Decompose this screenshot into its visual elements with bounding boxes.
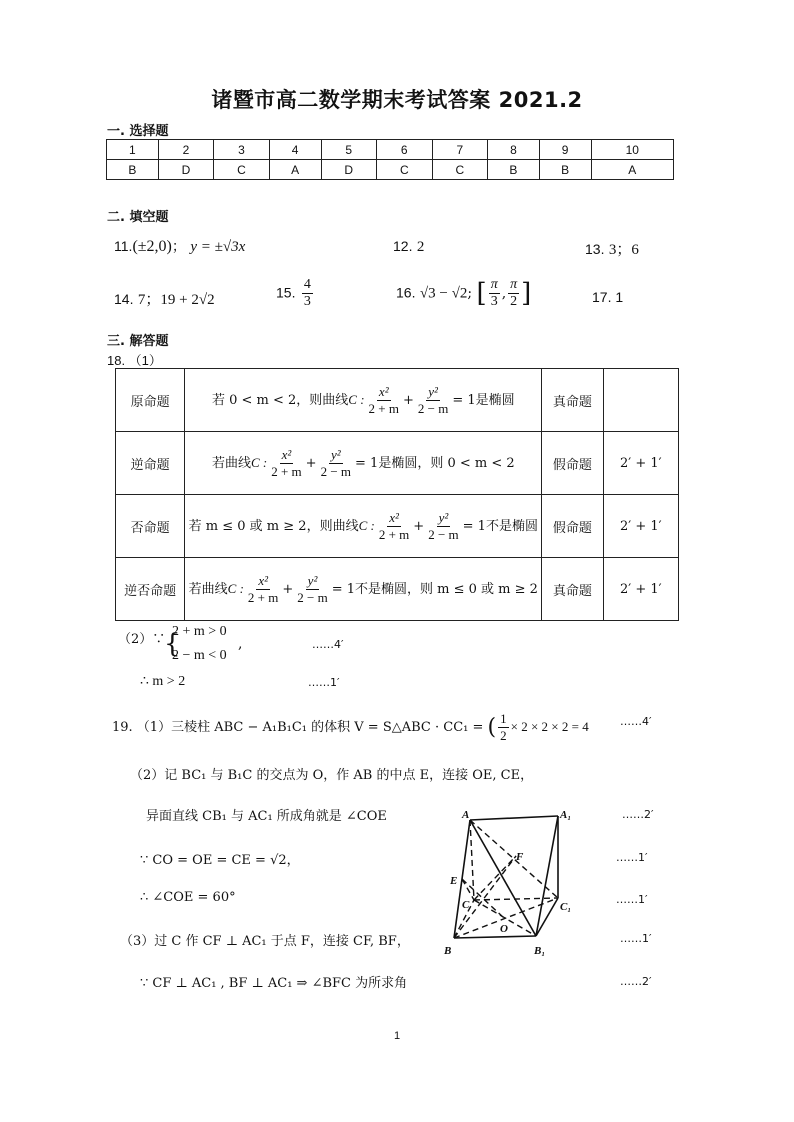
proposition-verdict: 真命题: [542, 369, 603, 432]
score-mark: ……4′: [620, 715, 652, 728]
fill-q17: 17. 1: [592, 289, 624, 305]
fill-q16: 16. √3 − √2; [ $\frac{\pi}{3}$ , $\frac{\pi}{2}$ ]: [396, 277, 532, 309]
vertex-label: F: [516, 851, 524, 863]
equals-one: = 1: [462, 518, 486, 534]
fraction-denominator: 3: [490, 294, 498, 309]
equals-one: = 1: [452, 392, 476, 408]
score-mark: ……1′: [616, 893, 648, 906]
answer-text: y = ±√3x: [190, 239, 246, 255]
q19-part2: （2）记 BC₁ 与 B₁C 的交点为 O，作 AB 的中点 E，连接 OE, CE，: [130, 768, 534, 783]
section-solve-heading: 三. 解答题: [107, 334, 169, 349]
fraction-numerator: y²: [428, 383, 438, 399]
proposition-score: 2′ + 1′: [603, 432, 678, 495]
q19-part2-b: ∵ CO = OE = CE = √2，: [140, 853, 300, 868]
proposition-verdict: 假命题: [542, 495, 603, 558]
edge-a-a1: [470, 816, 558, 820]
fraction-numerator: x²: [378, 383, 389, 399]
text-part: 不是椭圆，则 m ≤ 0 或 m ≥ 2: [355, 581, 538, 597]
proposition-score: 2′ + 1′: [603, 495, 678, 558]
curve-label: C :: [227, 580, 244, 596]
prism-figure: [440, 804, 590, 964]
q18-conclusion: ∴ m > 2: [140, 674, 186, 689]
equals-one: = 1: [355, 455, 379, 471]
text-part: 是椭圆: [475, 392, 515, 408]
fraction-numerator: 1: [500, 711, 507, 726]
q19-part1-tail: × 2 × 2 × 2 = 4: [510, 719, 589, 734]
text-part: 是椭圆，则 0 < m < 2: [378, 455, 515, 471]
section-fill-heading: 二. 填空题: [107, 210, 169, 225]
text-part: 不是椭圆: [485, 518, 538, 534]
text-part: 若 m ≤ 0 或 m ≥ 2，则曲线: [188, 518, 359, 534]
proposition-text: 若 0 < m < 2，则曲线C : $\frac{\text{x²}}{2 + m}$ + $\frac{\text{y²}}{2 - m}$ = 1是椭圆: [185, 369, 542, 432]
proposition-kind: 逆否命题: [116, 558, 185, 621]
text-part: 若曲线: [188, 581, 228, 597]
proposition-kind: 逆命题: [116, 432, 185, 495]
fraction-denominator: 2 + m: [271, 463, 302, 479]
score-mark: ……1′: [616, 851, 648, 864]
score-mark: ……1′: [620, 932, 652, 945]
vertex-label: B₁: [534, 945, 546, 957]
table-cell: 6: [377, 140, 433, 160]
table-cell: A: [591, 160, 673, 180]
page-title: 诸暨市高二数学期末考试答案 2021.2: [211, 88, 583, 112]
q18-label: 18. （1）: [107, 353, 162, 368]
fraction-denominator: 2 − m: [428, 526, 459, 542]
edge-c-c1: [474, 898, 558, 900]
edge-b-b1: [454, 936, 536, 938]
proposition-kind: 原命题: [116, 369, 185, 432]
table-row: [116, 369, 679, 432]
score-mark: ……2′: [622, 808, 654, 821]
edge-e-c: [462, 879, 474, 900]
answer-text: 7；19 + 2√2: [137, 292, 215, 308]
curve-label: C :: [348, 391, 365, 407]
q19-part2-c: ∴ ∠COE = 60°: [140, 890, 236, 905]
fill-q12: [393, 238, 424, 256]
vertex-label: B: [444, 945, 452, 957]
text-part: 若曲线: [211, 455, 251, 471]
table-cell: 5: [321, 140, 377, 160]
fraction-denominator: 2: [500, 728, 507, 743]
q19-part2-a: 异面直线 CB₁ 与 AC₁ 所成角就是 ∠COE: [146, 809, 387, 824]
fraction-numerator: y²: [307, 572, 318, 588]
q18-part2: [118, 628, 165, 647]
table-cell: B: [107, 160, 159, 180]
proposition-kind: 否命题: [116, 495, 185, 558]
fraction-numerator: π: [490, 277, 498, 292]
fill-q13: [585, 238, 639, 259]
fraction-denominator: 2 + m: [368, 400, 399, 416]
table-cell: C: [377, 160, 433, 180]
question-number: 11.: [114, 238, 133, 254]
choice-answer-table: [106, 139, 674, 180]
score-mark: ……1′: [308, 676, 340, 689]
table-cell: D: [321, 160, 377, 180]
q19-part1-text: 19. （1）三棱柱 ABC − A₁B₁C₁ 的体积 V = S△ABC · CC₁ =: [112, 720, 484, 735]
question-number: 15.: [276, 284, 296, 301]
table-cell: B: [539, 160, 591, 180]
fraction-denominator: 2 − m: [297, 589, 328, 605]
proposition-text: 若 m ≤ 0 或 m ≥ 2，则曲线C : $\frac{\text{x²}}{2 + m}$ + $\frac{\text{y²}}{2 - m}$ = 1不是椭圆: [185, 495, 542, 558]
table-row: [116, 432, 679, 495]
fraction-numerator: y²: [330, 446, 341, 462]
fill-q14: [114, 288, 215, 309]
curve-label: C :: [358, 517, 375, 533]
q19-part1: 19. （1）三棱柱 ABC − A₁B₁C₁ 的体积 V = S△ABC · CC₁ = ( $\frac{1}{2}$ × 2 × 2 × 2 = 4: [112, 711, 589, 743]
score-mark: ……4′: [312, 638, 344, 651]
fraction-numerator: 4: [303, 277, 311, 292]
proposition-score: 2′ + 1′: [603, 558, 678, 621]
fraction-numerator: y²: [438, 509, 449, 525]
q18-comma: ,: [238, 636, 243, 652]
separator: ;: [467, 285, 473, 302]
q18-part2-label: （2）∵: [118, 632, 166, 647]
fraction-denominator: 3: [303, 294, 311, 309]
table-cell: D: [158, 160, 214, 180]
fraction-denominator: 2 − m: [417, 400, 449, 416]
text-part: 若 0 < m < 2，则曲线: [211, 392, 349, 408]
score-mark: ……2′: [620, 975, 652, 988]
fill-q11: [114, 236, 245, 256]
proposition-verdict: 假命题: [542, 432, 603, 495]
fraction-denominator: 2 − m: [320, 463, 352, 479]
vertex-label: C₁: [560, 901, 572, 913]
table-cell: C: [214, 160, 270, 180]
q19-part3-b: ∵ CF ⊥ AC₁ , BF ⊥ AC₁ ⇒ ∠BFC 为所求角: [140, 976, 408, 991]
section-choice-heading: 一. 选择题: [107, 124, 169, 139]
q19-part3: （3）过 C 作 CF ⊥ AC₁ 于点 F，连接 CF, BF，: [120, 934, 410, 949]
table-row: [116, 495, 679, 558]
q18-proposition-table: [115, 368, 679, 621]
vertex-label: A₁: [560, 809, 572, 821]
answer-text: √3 − √2: [419, 285, 468, 302]
fill-q15: [276, 277, 315, 310]
table-cell: C: [432, 160, 488, 180]
table-row-answers: [107, 160, 674, 180]
answer-text: 2: [416, 239, 425, 255]
q18-condition-1: 2 + m > 0: [172, 624, 227, 639]
fraction-numerator: x²: [281, 446, 292, 462]
table-cell: 4: [269, 140, 321, 160]
vertex-label: C: [462, 899, 470, 911]
proposition-score: [603, 369, 678, 432]
table-cell: 10: [591, 140, 673, 160]
table-row: [116, 558, 679, 621]
table-cell: 3: [214, 140, 270, 160]
fraction-numerator: x²: [258, 572, 268, 588]
table-row-numbers: [107, 140, 674, 160]
proposition-text: 若曲线C : $\frac{\text{x²}}{2 + m}$ + $\frac{\text{y²}}{2 - m}$ = 1是椭圆，则 0 < m < 2: [185, 432, 542, 495]
table-cell: 1: [107, 140, 159, 160]
question-number: 16.: [396, 284, 416, 301]
page-number: 1: [393, 1030, 401, 1042]
question-number: 13.: [585, 241, 605, 257]
separator: ；: [171, 239, 186, 255]
answer-text: (±2,0): [132, 238, 172, 255]
proposition-text: 若曲线C : $\frac{\text{x²}}{2 + m}$ + $\frac{\text{y²}}{2 - m}$ = 1不是椭圆，则 m ≤ 0 或 m ≥ 2: [185, 558, 542, 621]
vertex-label: O: [500, 923, 508, 935]
proposition-verdict: 真命题: [542, 558, 603, 621]
vertex-label: E: [450, 875, 458, 887]
table-cell: 9: [539, 140, 591, 160]
fraction-denominator: 2 + m: [378, 526, 410, 542]
question-number: 12.: [393, 238, 413, 254]
table-cell: 7: [432, 140, 488, 160]
question-number: 14.: [114, 291, 134, 307]
fraction-numerator: x²: [389, 509, 399, 525]
table-cell: B: [488, 160, 540, 180]
table-cell: A: [269, 160, 321, 180]
table-cell: 8: [488, 140, 540, 160]
answer-text: 3；6: [608, 242, 639, 258]
fraction-denominator: 2: [510, 294, 518, 309]
table-cell: 2: [158, 140, 214, 160]
fraction-denominator: 2 + m: [247, 589, 279, 605]
fraction-numerator: π: [510, 277, 518, 292]
equals-one: = 1: [331, 581, 356, 597]
vertex-label: A: [462, 809, 470, 821]
q18-condition-2: 2 − m < 0: [172, 648, 227, 663]
curve-label: C :: [250, 454, 268, 470]
